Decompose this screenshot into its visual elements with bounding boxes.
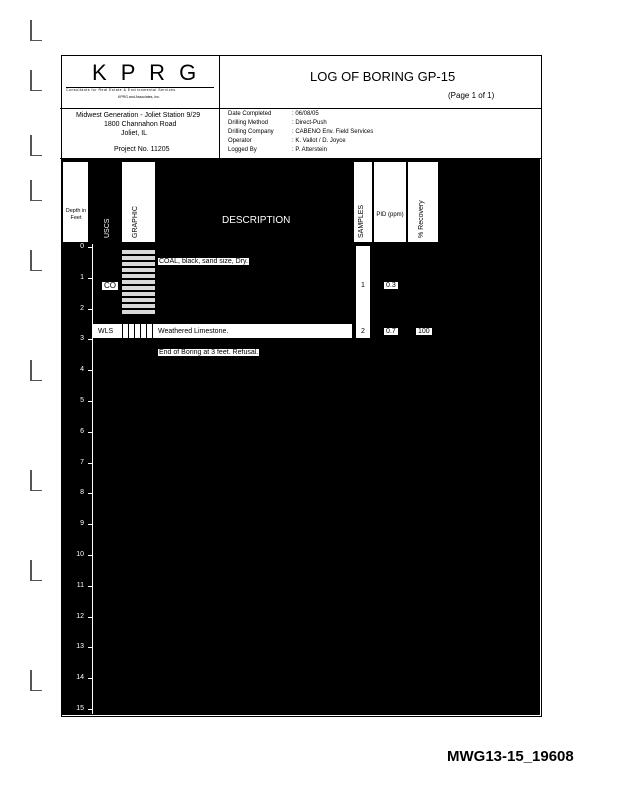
depth-tick xyxy=(88,339,93,340)
binder-mark xyxy=(30,470,42,491)
detail-label: Operator xyxy=(228,138,252,144)
company-tagline: Consultants for Real Estate & Environmental Services xyxy=(66,88,176,92)
recovery-header: % Recovery xyxy=(418,200,425,238)
divider xyxy=(60,108,541,109)
samples-header: SAMPLES xyxy=(358,204,365,238)
depth-label: 8 xyxy=(80,489,84,496)
site-city: Joliet, IL xyxy=(121,130,148,137)
depth-label: 2 xyxy=(80,305,84,312)
graphic-header: GRAPHIC xyxy=(132,206,139,238)
binder-mark xyxy=(30,670,42,691)
description-header: DESCRIPTION xyxy=(222,215,291,226)
detail-label: Drilling Company xyxy=(228,129,274,135)
project-number: Project No. 11205 xyxy=(114,146,170,153)
pid-header-cell xyxy=(374,162,406,242)
depth-header-cell xyxy=(63,162,88,242)
layer-description: COAL, black, sand size, Dry. xyxy=(159,258,248,265)
company-sub-tagline: KPRG and Associates, Inc. xyxy=(118,95,161,99)
depth-label: 13 xyxy=(76,643,84,650)
depth-tick xyxy=(88,493,93,494)
binder-mark xyxy=(30,360,42,381)
end-of-boring-note: End of Boring at 3 feet. Refusal. xyxy=(159,349,259,356)
depth-label: 15 xyxy=(76,705,84,712)
depth-tick xyxy=(88,555,93,556)
depth-label: 0 xyxy=(80,243,84,250)
detail-value: : 06/08/05 xyxy=(292,111,319,117)
detail-label: Date Completed xyxy=(228,111,272,117)
layer-uscs: CO xyxy=(104,281,116,290)
depth-label: 6 xyxy=(80,428,84,435)
depth-tick xyxy=(88,586,93,587)
layer-description: Weathered Limestone. xyxy=(158,328,229,335)
graphic-coal-pattern xyxy=(122,250,155,316)
site-address: 1800 Channahon Road xyxy=(104,121,177,128)
depth-tick xyxy=(88,617,93,618)
depth-label: 9 xyxy=(80,520,84,527)
binder-mark xyxy=(30,135,42,156)
sample-number: 2 xyxy=(361,328,365,335)
depth-tick xyxy=(88,247,93,248)
detail-value: : CABENO Env. Field Services xyxy=(292,129,374,135)
depth-axis xyxy=(92,244,93,714)
depth-tick xyxy=(88,309,93,310)
depth-label: 3 xyxy=(80,335,84,342)
depth-tick xyxy=(88,370,93,371)
pid-value: 0.3 xyxy=(386,282,396,289)
depth-header: Depth in Feet xyxy=(65,208,87,222)
depth-tick xyxy=(88,709,93,710)
graphic-limestone-pattern xyxy=(122,324,155,338)
depth-tick xyxy=(88,401,93,402)
samples-bar xyxy=(356,246,370,338)
detail-value: : K. Vallot / D. Joyce xyxy=(292,138,346,144)
depth-label: 7 xyxy=(80,459,84,466)
log-body xyxy=(61,159,540,715)
binder-mark xyxy=(30,250,42,271)
depth-label: 10 xyxy=(76,551,84,558)
depth-label: 1 xyxy=(80,274,84,281)
binder-mark xyxy=(30,560,42,581)
binder-mark xyxy=(30,180,42,201)
depth-tick xyxy=(88,463,93,464)
depth-tick xyxy=(88,432,93,433)
recovery-value: 100 xyxy=(418,328,430,335)
depth-label: 5 xyxy=(80,397,84,404)
document-id: MWG13-15_19608 xyxy=(447,748,574,765)
depth-label: 14 xyxy=(76,674,84,681)
depth-label: 11 xyxy=(76,582,84,589)
uscs-header: USCS xyxy=(104,218,111,238)
page-indicator: (Page 1 of 1) xyxy=(448,91,495,100)
depth-tick xyxy=(88,647,93,648)
log-title: LOG OF BORING GP-15 xyxy=(310,69,456,84)
sample-number: 1 xyxy=(361,282,365,289)
layer-uscs: WLS xyxy=(98,328,114,335)
detail-label: Logged By xyxy=(228,147,257,153)
detail-value: : P. Atterstein xyxy=(292,147,327,153)
depth-tick xyxy=(88,524,93,525)
pid-value: 0.7 xyxy=(386,328,396,335)
pid-header: PID (ppm) xyxy=(376,212,404,218)
depth-tick xyxy=(88,278,93,279)
depth-label: 4 xyxy=(80,366,84,373)
site-name: Midwest Generation - Joliet Station 9/29 xyxy=(76,112,201,119)
binder-mark xyxy=(30,20,42,41)
detail-value: : Direct-Push xyxy=(292,120,327,126)
company-logo: K P R G xyxy=(92,60,201,85)
divider xyxy=(219,108,220,158)
depth-tick xyxy=(88,678,93,679)
binder-mark xyxy=(30,70,42,91)
depth-label: 12 xyxy=(76,613,84,620)
divider xyxy=(219,55,220,108)
detail-label: Drilling Method xyxy=(228,120,269,126)
